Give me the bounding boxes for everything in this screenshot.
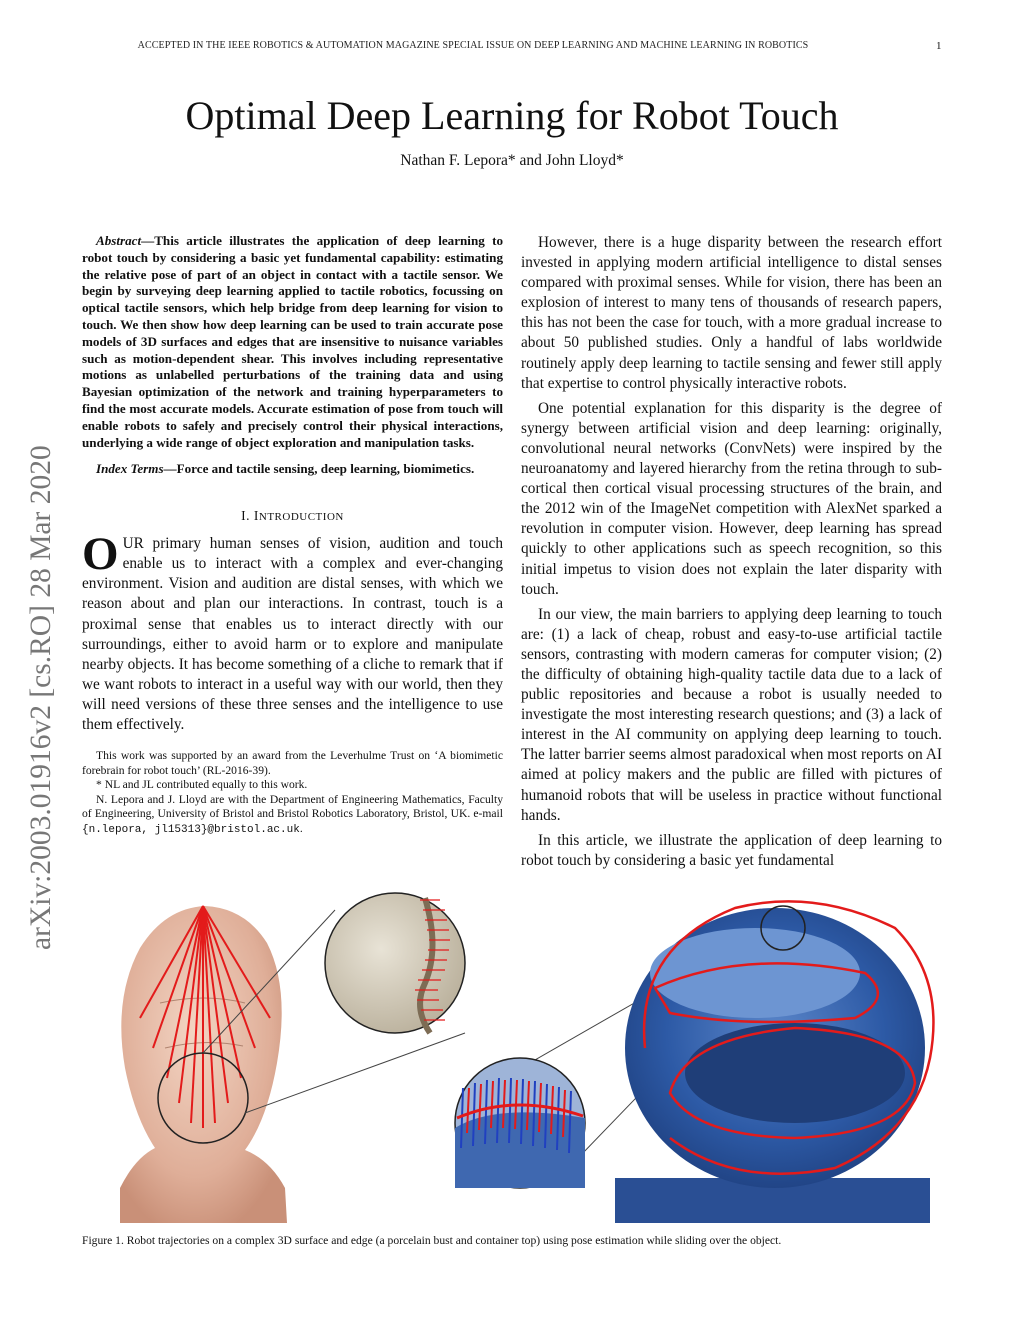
arxiv-stamp: arXiv:2003.01916v2 [cs.RO] 28 Mar 2020	[25, 445, 57, 950]
right-column	[521, 233, 942, 871]
left-column	[82, 233, 503, 838]
paper-authors: Nathan F. Lepora* and John Lloyd*	[400, 152, 624, 169]
paper-title: Optimal Deep Learning for Robot Touch	[185, 93, 839, 138]
index-terms	[82, 461, 503, 478]
abstract-lead: Abstract	[96, 233, 142, 248]
figure-caption: Figure 1. Robot trajectories on a complex 3D surface and edge (a porcelain bust and container top) using pose estimation while sliding over the object.	[82, 1234, 782, 1247]
page-number: 1	[936, 40, 942, 52]
running-header: ACCEPTED IN THE IEEE ROBOTICS & AUTOMATION MAGAZINE SPECIAL ISSUE ON DEEP LEARNING AND MACHINE LEARNING IN ROBOTICS	[137, 40, 809, 51]
container-edge-inset	[455, 1058, 585, 1188]
figure-1-illustration	[95, 888, 945, 1238]
bust-closeup-inset	[325, 893, 465, 1033]
footnote-affiliation: N. Lepora and J. Lloyd are with the Department of Engineering Mathematics, Faculty of Engineering, University of Bristol and Bristol Robotics Laboratory, Bristol, UK. e-mail {n.lepora, jl15313}@bristol.ac.uk.	[82, 792, 503, 837]
index-terms-text: —Force and tactile sensing, deep learning, biomimetics.	[163, 461, 475, 477]
section-heading-introduction: I. INTRODUCTION	[241, 508, 344, 524]
abstract-text: —This article illustrates the application of deep learning to robot touch by considering a basic yet fundamental capability: estimating the relative pose of part of an object in contact with a tactile sensor. We begin by surveying deep learning applied to tactile robotics, focussing on optical tactile sensors, which help bridge from deep learning for vision to touch. We then show how deep learning can be used to train accurate pose models of 3D surfaces and edges that are insensitive to nuisance variables such as motion-dependent shear. This involves including representative motions as unlabelled perturbations of the training data and using Bayesian optimization of the network and training hyperparameters to find the most accurate models. Accurate estimation of pose from touch will enable robots to safely and precisely control their physical interactions, underlying a wide range of object exploration and manipulation tasks.	[82, 233, 503, 450]
body-paragraph: In this article, we illustrate the application of deep learning to robot touch by considering a basic yet fundamental	[521, 831, 942, 869]
intro-paragraph: OUR primary human senses of vision, audition and touch enable us to interact with a complex and ever-changing environment. Vision and audition are distal senses, with which we reason about and plan our interactions. In contrast, touch is a proximal sense that enables us to interact directly with our surroundings, either to avoid harm or to explore and manipulate nearby objects. It has become something of a cliche to remark that if we want robots to interact in a useful way with our world, then they will need versions of these three senses and the intelligence to use them effectively.	[82, 528, 503, 733]
index-terms-lead: Index Terms	[96, 461, 164, 477]
footnote-equal-contribution: * NL and JL contributed equally to this work.	[96, 778, 308, 792]
footnote-support: This work was supported by an award from the Leverhulme Trust on ‘A biomimetic forebrain for robot touch’ (RL-2016-39).	[82, 749, 503, 777]
footnotes	[82, 749, 503, 838]
figure-1	[95, 888, 945, 1238]
abstract	[82, 233, 503, 451]
body-paragraph: One potential explanation for this disparity is the degree of synergy between artificial vision and deep learning: originally, convolutional neural networks (ConvNets) were inspired by the neuroanatomy and layered hierarchy from the retina through to sub-cortical then cortical visual processing structures of the brain, and the 2012 win of the ImageNet competition with AlexNet sparked a revolution in computer vision. However, deep learning has spread quickly to other applications such as speech recognition, so this initial impetus to vision does not explain the later disparity with touch.	[521, 399, 942, 598]
body-paragraph: However, there is a huge disparity between the research effort invested in applying modern artificial intelligence to distal senses compared with proximal senses. While for vision, there has been an explosion of interest to many tens of thousands of research papers, this has not been the case for touch, with a more gradual increase to about 50 published studies. Only a handful of labs worldwide routinely apply deep learning to tactile sensing and fewer still apply that expertise to control physically interactive robots.	[521, 234, 942, 392]
email-address: {n.lepora, jl15313}@bristol.ac.uk	[82, 824, 300, 837]
body-paragraph: In our view, the main barriers to applying deep learning to touch are: (1) a lack of cheap, robust and easy-to-use artificial tactile sensors, contrasting with modern cameras for computer vision; (2) the difficulty of obtaining high-quality tactile data due to a lack of public repositories and because a robot is usually needed to investigate the most interesting research questions; and (3) a lack of interest in the AI community on applying deep learning to touch. The latter barrier seems almost paradoxical when most reports on AI aimed at policy makers and the public are filled with pictures of humanoid robots that will be useless in practice without functional hands.	[521, 605, 942, 824]
porcelain-bust	[120, 906, 287, 1223]
blue-container	[615, 901, 933, 1223]
dropcap: O	[82, 528, 119, 581]
